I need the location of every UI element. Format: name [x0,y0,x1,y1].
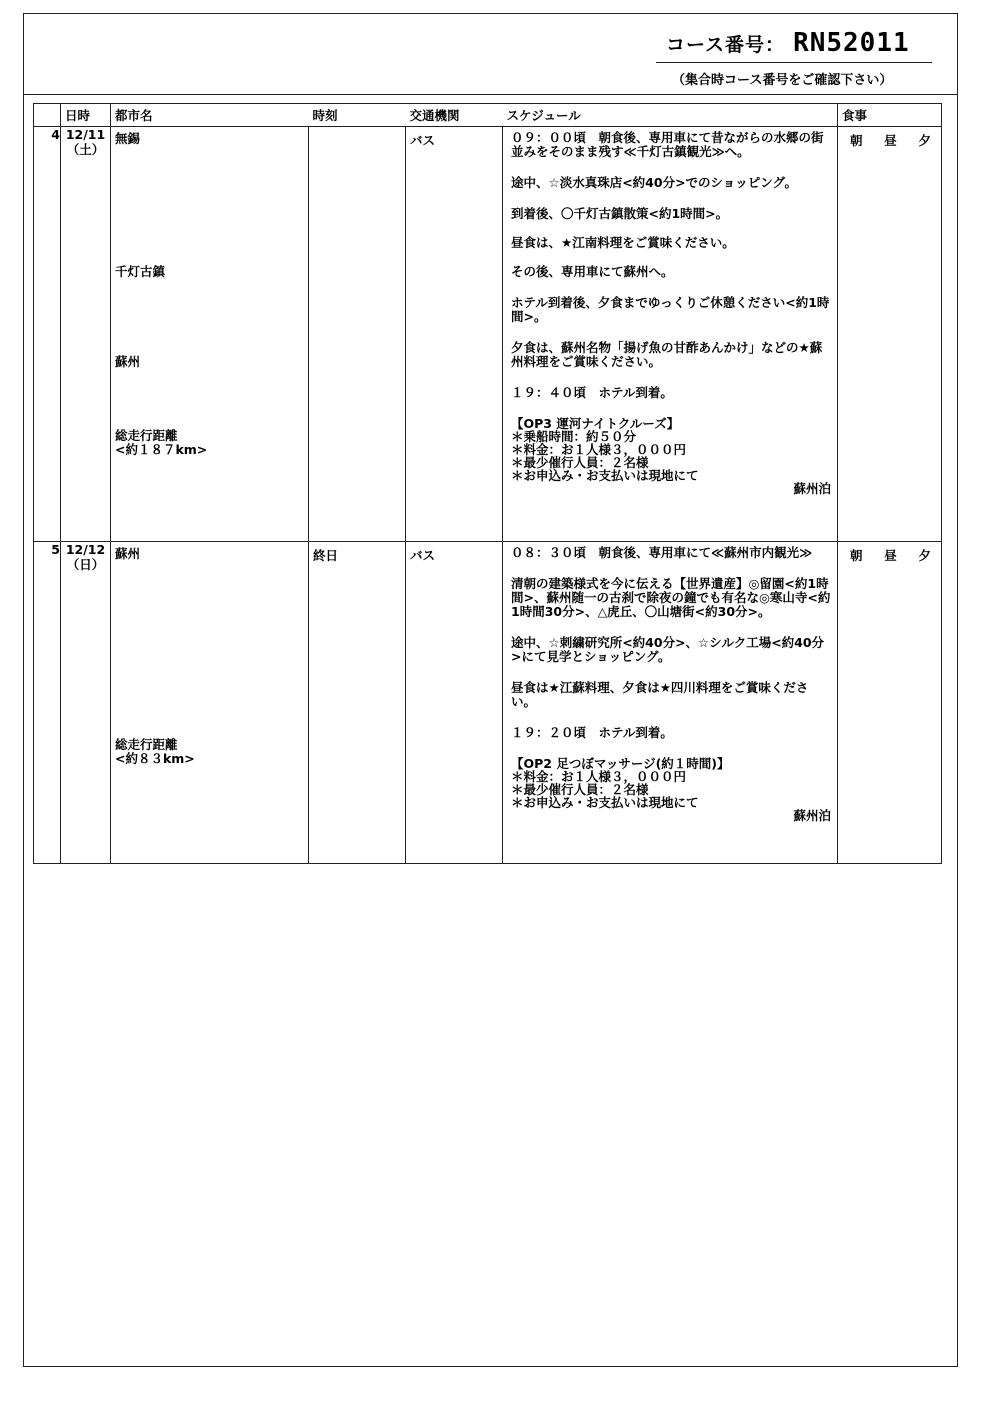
course-number-row [666,28,910,58]
itinerary-table [33,103,942,864]
meal-lunch: 昼 [884,548,897,563]
option-title: 【OP2 足つぼマッサージ(約１時間)】 [511,756,730,771]
course-underline [656,62,932,63]
time-cell [309,542,406,864]
city-name: 千灯古鎮 [115,264,166,279]
date-value: 12/12 [65,542,106,557]
col-transport: 交通機関 [406,104,503,127]
city-cell [111,127,309,542]
col-no [34,104,61,127]
schedule-item: ０８：３０頃 朝食後、専用車にて≪蘇州市内観光≫ [511,545,813,560]
day-date [61,127,111,542]
meal-breakfast: 朝 [850,133,863,148]
schedule-item: 夕食は、蘇州名物「揚げ魚の甘酢あんかけ」などの★蘇州料理をご賞味ください。 [511,340,823,369]
option-line: ＊料金：お１人様３，０００円 [511,769,687,784]
meal-cell [838,127,942,542]
meal-dinner: 夕 [918,133,931,148]
schedule-item: その後、専用車にて蘇州へ。 [511,264,674,279]
meal-cell [838,542,942,864]
col-schedule: スケジュール [503,104,838,127]
col-date: 日時 [61,104,111,127]
schedule-item: 途中、☆淡水真珠店<約40分>でのショッピング。 [511,175,798,190]
col-meal: 食事 [838,104,942,127]
city-name: 蘇州 [115,354,141,369]
option-line: ＊乗船時間：約５０分 [511,429,637,444]
meal-breakfast: 朝 [850,548,863,563]
schedule-item: 途中、☆刺繍研究所<約40分>、☆シルク工場<約40分>にて見学とショッピング。 [511,635,825,664]
time-value [309,127,405,131]
schedule-item: ホテル到着後、夕食までゆっくりご休憩ください<約1時間>。 [511,295,830,324]
option-line: ＊最少催行人員：２名様 [511,455,649,470]
city-cell [111,542,309,864]
option-line: ＊お申込み・お支払いは現地にて [511,795,699,810]
transport-cell [406,127,503,542]
schedule-item: 昼食は★江蘇料理、夕食は★四川料理をご賞味ください。 [511,680,809,709]
stay-label: 蘇州泊 [793,808,831,823]
meal-lunch: 昼 [884,133,897,148]
course-label: コース番号： [666,34,786,56]
meal-dinner: 夕 [918,548,931,563]
option-line: ＊お申込み・お支払いは現地にて [511,468,699,483]
option-line: ＊最少催行人員：２名様 [511,782,649,797]
schedule-cell [503,127,838,542]
col-time: 時刻 [309,104,406,127]
transport-cell [406,542,503,864]
schedule-cell [503,542,838,864]
day-row [34,542,942,864]
option-block [511,757,833,809]
schedule-item: １９：２０頃 ホテル到着。 [511,725,673,740]
weekday-value: （日） [66,557,105,572]
day-number: 5 [34,542,61,864]
city-name: 無錫 [115,131,141,146]
distance-label: 総走行距離 [115,737,178,752]
distance-label: 総走行距離 [115,428,178,443]
option-block [511,417,833,482]
option-title: 【OP3 運河ナイトクルーズ】 [511,416,680,431]
date-value: 12/11 [65,127,106,142]
distance-value: <約１８７km> [115,442,208,457]
day-number: 4 [34,127,61,542]
time-value: 終日 [313,548,339,563]
stay-label: 蘇州泊 [793,481,831,496]
schedule-item: 到着後、〇千灯古鎮散策<約1時間>。 [511,206,729,221]
schedule-item: 清朝の建築様式を今に伝える【世界遺産】◎留園<約1時間>、蘇州随一の古刹で除夜の鐘でも有名な◎寒山寺<約1時間30分>、△虎丘、〇山塘街<約30分>。 [511,576,831,619]
weekday-value: （土） [66,142,105,157]
day-date [61,542,111,864]
header-row [34,104,942,127]
course-number: RN52011 [793,28,910,58]
day-row [34,127,942,542]
schedule-item: ０９：００頃 朝食後、専用車にて昔ながらの水郷の街並みをそのまま残す≪千灯古鎮観光≫へ。 [511,130,824,159]
transport-value: バス [410,133,436,148]
city-name: 蘇州 [115,546,141,561]
distance-value: <約８３km> [115,751,195,766]
header-divider [23,94,958,95]
course-note: （集合時コース番号をご確認下さい） [672,73,893,88]
schedule-item: １９：４０頃 ホテル到着。 [511,385,673,400]
time-cell [309,127,406,542]
schedule-item: 昼食は、★江南料理をご賞味ください。 [511,235,735,250]
option-line: ＊料金：お１人様３，０００円 [511,442,687,457]
transport-value: バス [410,548,436,563]
col-city: 都市名 [111,104,309,127]
